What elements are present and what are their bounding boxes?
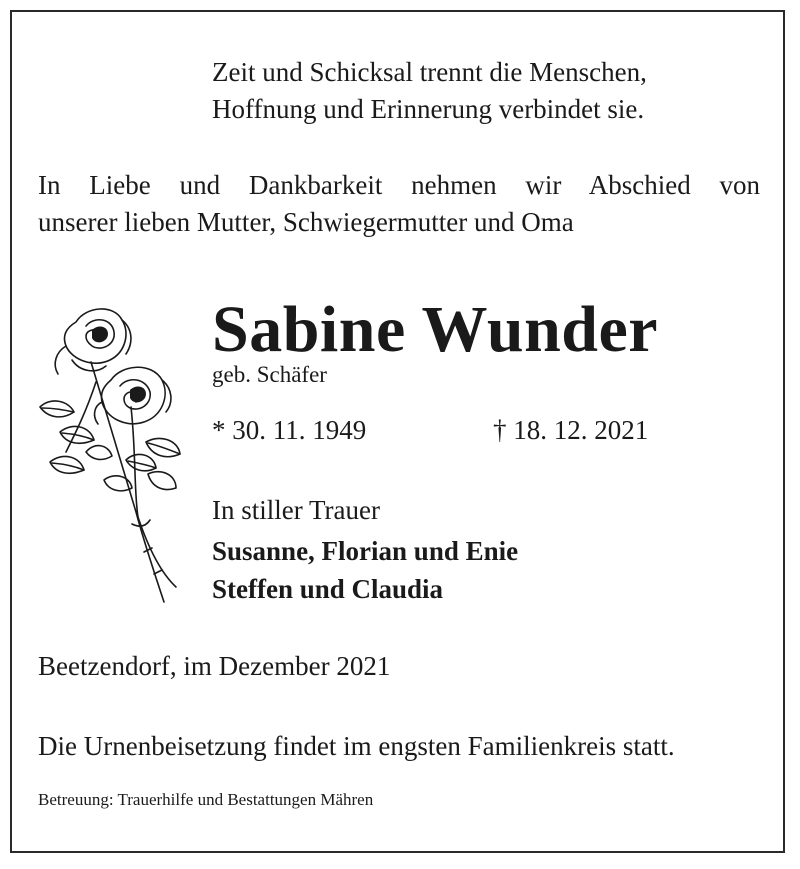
burial-note: Die Urnenbeisetzung findet im engsten Familienkreis statt. (38, 731, 675, 761)
mourners-line-1: Susanne, Florian und Enie (212, 536, 519, 566)
death-date: † 18. 12. 2021 (493, 415, 649, 445)
motto-line-1: Zeit und Schicksal trennt die Menschen, (212, 57, 647, 87)
mourners-line-2: Steffen und Claudia (212, 574, 444, 604)
intro-line-2: unserer lieben Mutter, Schwiegermutter und Oma (38, 207, 574, 237)
deceased-name: Sabine Wunder (212, 293, 659, 366)
maiden-name: geb. Schäfer (212, 362, 327, 387)
intro-line-1: In Liebe und Dankbarkeit nehmen wir Abschied von (38, 170, 760, 200)
mourners-heading: In stiller Trauer (212, 495, 380, 525)
place-date: Beetzendorf, im Dezember 2021 (38, 651, 391, 681)
motto-line-2: Hoffnung und Erinnerung verbindet sie. (212, 94, 645, 124)
birth-date: * 30. 11. 1949 (212, 415, 367, 445)
rose-icon (36, 302, 186, 607)
undertaker-credit: Betreuung: Trauerhilfe und Bestattungen Mähren (38, 790, 374, 809)
